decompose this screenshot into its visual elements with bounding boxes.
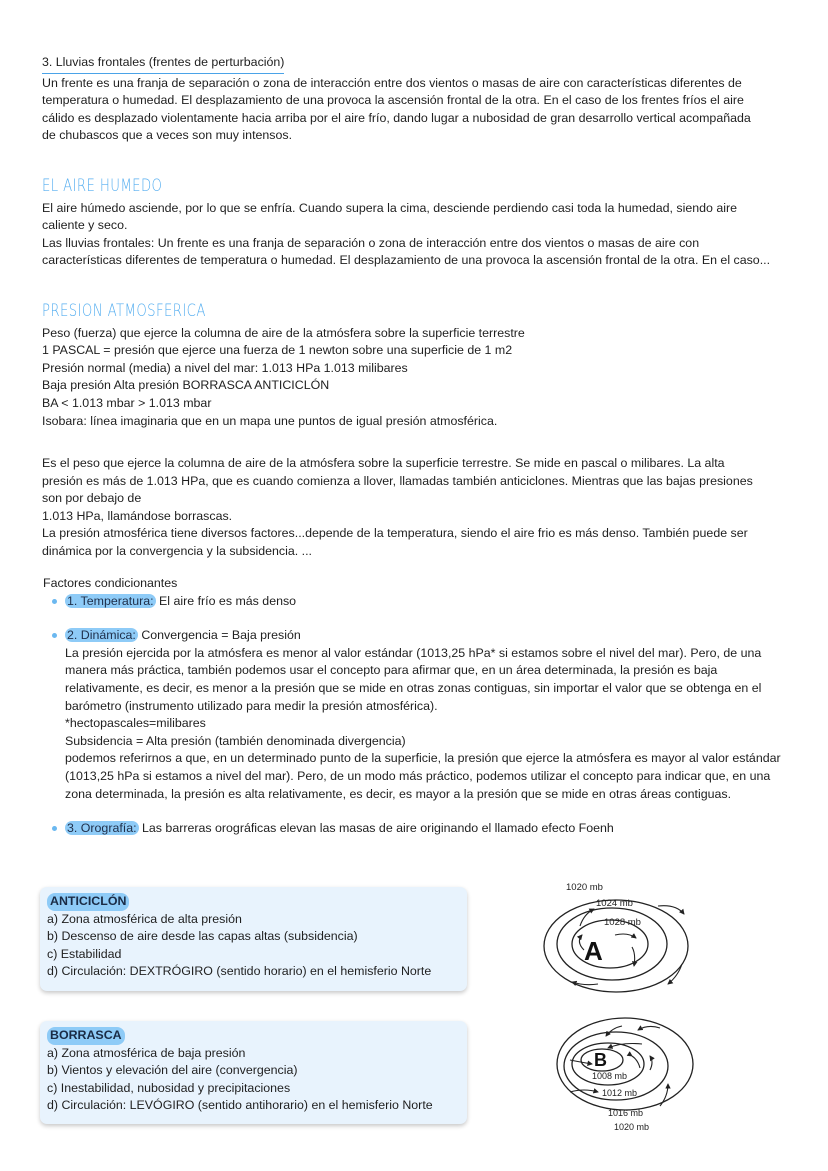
paragraph-line: Subsidencia = Alta presión (también denominada divergencia): [65, 733, 406, 748]
card-item: d) Circulación: DEXTRÓGIRO (sentido horario) en el hemisferio Norte: [47, 964, 432, 979]
paragraph-line: Isobara: línea imaginaria que en un mapa une puntos de igual presión atmosférica.: [42, 413, 498, 428]
paragraph-line: temperatura o humedad. El desplazamiento de una provoca la ascensión frontal de la otra. En el caso de los frentes fríos el aire: [42, 93, 744, 108]
factor-dinamica-body: [43, 645, 793, 803]
anticyclone-isobar-diagram: [540, 878, 700, 998]
paragraph-line: caliente y seco.: [42, 218, 128, 233]
bullet-icon: [52, 826, 57, 831]
paragraph-line: La presión atmosférica tiene diversos factores...depende de la temperatura, siendo el aire frio es más denso. También puede ser: [42, 526, 748, 541]
section-factores: [43, 575, 793, 838]
factor-label: 2. Dinámica:: [67, 628, 136, 643]
presion-paragraph-2: [42, 455, 792, 561]
paragraph-line: barómetro (instrumento utilizado para medir la presión atmosférica).: [65, 698, 438, 713]
paragraph-line: Peso (fuerza) que ejerce la columna de aire de la atmósfera sobre la superficie terrestre: [42, 325, 525, 340]
section-lluvias-frontales: [42, 54, 792, 145]
paragraph-line: podemos referirnos a que, en un determinado punto de la superficie, la presión que ejerce la atmósfera es mayor al valor estándar: [65, 751, 781, 766]
isobar-label: 1020 mb: [614, 1122, 650, 1132]
anticiclon-card: [40, 887, 467, 991]
section-presion-atmosferica: [42, 303, 792, 430]
factor-item-temperatura: [43, 593, 793, 611]
factores-title: Factores condicionantes: [43, 576, 178, 590]
heading-aire-humedo: EL AIRE HUMEDO: [42, 176, 163, 196]
paragraph-line: zona determinada, la presión es alta relativamente, es decir, es mayor a la presión que se mide en otras áreas contiguas.: [65, 786, 732, 801]
paragraph-line: cálido es desplazado violentamente hacia arriba por el aire frío, dando lugar a nubosidad de gran desarrollo vertical acompañada: [42, 110, 751, 125]
paragraph-line: Presión normal (media) a nivel del mar: 1.013 HPa 1.013 milibares: [42, 360, 408, 375]
low-pressure-label: B: [594, 1050, 607, 1070]
low-pressure-isobar-diagram: [550, 1008, 695, 1138]
paragraph-line: relativamente, es decir, es menor a la presión que se mide en otras zonas contiguas, sin importar el valor que se obtenga en el: [65, 680, 762, 695]
factor-text: El aire frío es más denso: [159, 593, 297, 608]
isobar-label: 1028 mb: [604, 917, 641, 928]
card-item: c) Estabilidad: [47, 946, 122, 961]
paragraph-line: características diferentes de temperatura o humedad. El desplazamiento de una provoca la ascensión frontal de la otra. En el caso...: [42, 253, 771, 268]
card-item: b) Descenso de aire desde las capas altas (subsidencia): [47, 929, 358, 944]
paragraph-line: Las lluvias frontales: Un frente es una franja de separación o zona de interacción entre dos vientos o masas de aire con: [42, 235, 700, 250]
card-item: b) Vientos y elevación del aire (convergencia): [47, 1063, 298, 1078]
paragraph-line: dinámica por la convergencia y la subsidencia. ...: [42, 543, 312, 558]
paragraph-line: Un frente es una franja de separación o zona de interacción entre dos vientos o masas de aire con características diferentes de: [42, 75, 742, 90]
card-item: a) Zona atmosférica de baja presión: [47, 1045, 246, 1060]
card-title: BORRASCA: [47, 1027, 125, 1045]
card-title: ANTICICLÓN: [47, 893, 129, 911]
paragraph-line: La presión ejercida por la atmósfera es menor al valor estándar (1013,25 hPa* si estamos sobre el nivel del mar). Pero, de una: [65, 645, 762, 660]
bullet-icon: [52, 633, 57, 638]
paragraph-line: presión es más de 1.013 HPa, que es cuando comienza a llover, llamadas también anticiclones. Mientras que las bajas presiones: [42, 473, 753, 488]
section-aire-humedo: [42, 178, 792, 270]
bullet-icon: [52, 599, 57, 604]
paragraph-line: BA < 1.013 mbar > 1.013 mbar: [42, 395, 212, 410]
factor-label: 1. Temperatura:: [67, 593, 154, 608]
paragraph-line: de chubascos que a veces son muy intensos.: [42, 128, 293, 143]
card-item: d) Circulación: LEVÓGIRO (sentido antihorario) en el hemisferio Norte: [47, 1098, 433, 1113]
isobar-label: 1012 mb: [602, 1088, 638, 1098]
paragraph-line: manera más práctica, también podemos usar el concepto para afirmar que, en un área determinada, la presión es baja: [65, 663, 718, 678]
card-item: c) Inestabilidad, nubosidad y precipitaciones: [47, 1080, 291, 1095]
paragraph-line: Es el peso que ejerce la columna de aire de la atmósfera sobre la superficie terrestre. Se mide en pascal o milibares. La alta: [42, 456, 725, 470]
paragraph-line: 1.013 HPa, llamándose borrascas.: [42, 508, 233, 523]
section-title: 3. Lluvias frontales (frentes de perturbación): [42, 54, 284, 74]
factor-item-orografia: [43, 820, 793, 838]
factor-label: 3. Orografía:: [67, 821, 137, 836]
paragraph-line: 1 PASCAL = presión que ejerce una fuerza de 1 newton sobre una superficie de 1 m2: [42, 343, 513, 358]
factor-text: Las barreras orográficas elevan las masas de aire originando el llamado efecto Foenh: [142, 821, 614, 836]
factor-item-dinamica: [43, 627, 793, 645]
paragraph-line: (1013,25 hPa si estamos a nivel del mar). Pero, de un modo más práctico, podemos utilizar el concepto para indicar que, en una: [65, 768, 771, 783]
paragraph-line: El aire húmedo asciende, por lo que se enfría. Cuando supera la cima, desciende perdiendo casi toda la humedad, siendo aire: [42, 200, 738, 215]
isobar-label: 1020 mb: [566, 882, 603, 893]
factor-text: Convergencia = Baja presión: [141, 628, 301, 643]
isobar-label: 1016 mb: [608, 1108, 644, 1118]
isobar-label: 1008 mb: [592, 1071, 628, 1081]
borrasca-card: [40, 1021, 467, 1124]
paragraph-line: *hectopascales=milibares: [65, 716, 206, 731]
card-item: a) Zona atmosférica de alta presión: [47, 911, 242, 926]
paragraph-line: son por debajo de: [42, 491, 142, 506]
isobar-label: 1024 mb: [596, 898, 633, 909]
high-pressure-label: A: [584, 936, 603, 966]
heading-presion-atmosferica: PRESION ATMOSFERICA: [42, 301, 206, 321]
paragraph-line: Baja presión Alta presión BORRASCA ANTICICLÓN: [42, 378, 330, 393]
